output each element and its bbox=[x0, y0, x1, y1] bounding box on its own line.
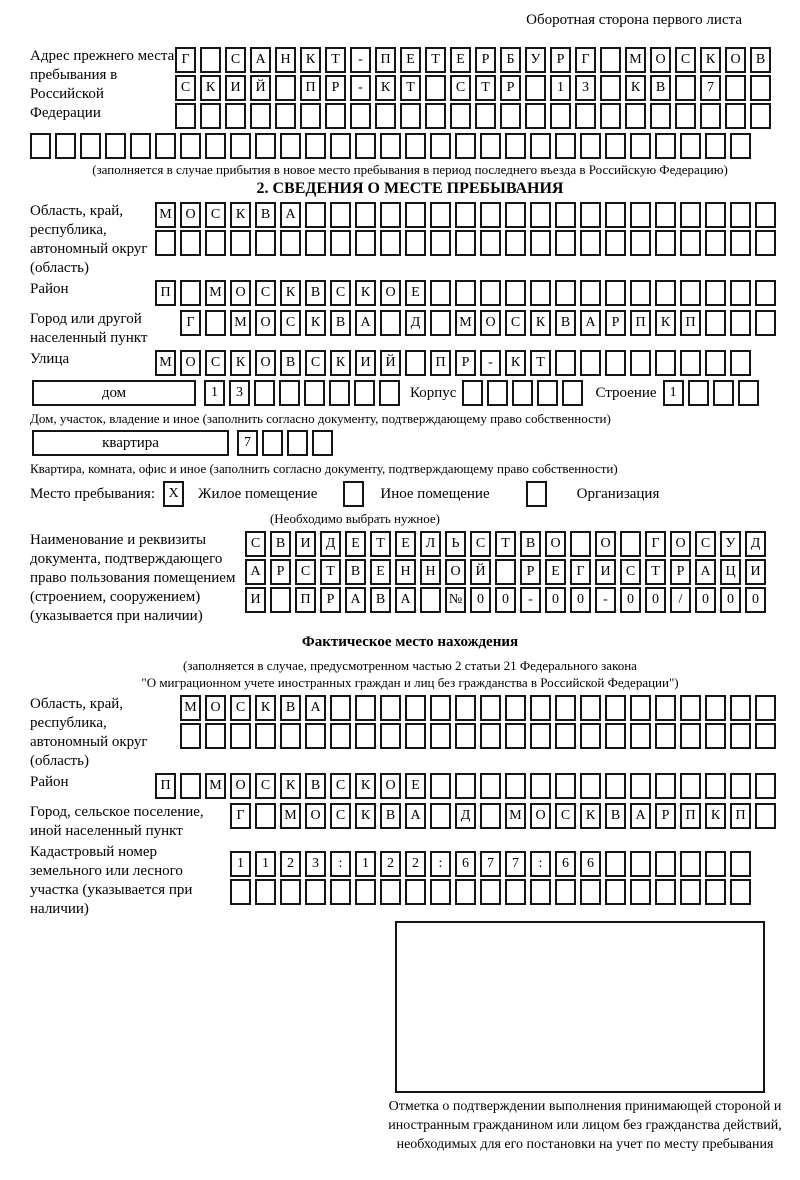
fact-gorod-row[interactable]: Г М О С К В А Д М О С К В А Р П К П bbox=[230, 803, 790, 831]
field-oblast bbox=[30, 202, 790, 278]
kvartira-cells[interactable]: 7 bbox=[237, 430, 337, 447]
doc-row-3[interactable]: И П Р А В А № 0 0 - 0 0 - 0 0 / 0 0 0 bbox=[245, 587, 790, 615]
field-kadastr bbox=[30, 843, 790, 919]
checkbox-inoe[interactable] bbox=[343, 481, 368, 498]
fact-oblast-row-1[interactable]: М О С К В А bbox=[180, 695, 790, 723]
field-fact-raion bbox=[30, 773, 790, 801]
ulitsa-label: Улица bbox=[30, 351, 70, 367]
field-doc bbox=[30, 531, 790, 626]
fact-oblast-row-2[interactable] bbox=[180, 723, 790, 751]
doc-label: Наименование и реквизиты документа, подтверждающего право пользования помещением (строением, сооружением) (указывается при наличии) bbox=[30, 532, 236, 624]
ulitsa-row[interactable]: М О С К О В С К И Й П Р - К Т bbox=[155, 350, 790, 378]
korpus-label: Корпус bbox=[410, 385, 457, 401]
fact-raion-row[interactable]: П М О С К В С К О Е bbox=[155, 773, 790, 801]
raion-label: Район bbox=[30, 281, 69, 297]
mesto-label: Место пребывания: bbox=[30, 486, 155, 502]
mesto-option-inoe-label: Иное помещение bbox=[380, 486, 490, 502]
prev-address-caption: (заполняется в случае прибытия в новое место пребывания в период последнего въезда в Российскую Федерацию) bbox=[92, 162, 728, 177]
kvartira-type-box[interactable]: квартира bbox=[32, 430, 229, 456]
page-note: Оборотная сторона первого листа bbox=[526, 12, 742, 28]
section2-title: 2. СВЕДЕНИЯ О МЕСТЕ ПРЕБЫВАНИЯ bbox=[256, 180, 564, 197]
kadastr-row-1[interactable]: 1 1 2 3 : 1 2 2 : 6 7 7 : 6 6 bbox=[230, 851, 790, 879]
field-fact-oblast bbox=[30, 695, 790, 771]
kadastr-label: Кадастровый номер земельного или лесного участка (указывается при наличии) bbox=[30, 844, 193, 917]
fact-caption-2: "О миграционном учете иностранных граждан и лиц без гражданства в Российской Федерации") bbox=[141, 675, 679, 690]
prev-address-row-1[interactable]: Г С А Н К Т - П Е Т Е Р Б У Р Г М О С К О В bbox=[175, 47, 790, 75]
fact-oblast-label: Область, край, республика, автономный округ (область) bbox=[30, 696, 148, 769]
prev-address-label: Адрес прежнего места пребывания в Российской Федерации bbox=[30, 48, 175, 121]
dom-type-box[interactable]: дом bbox=[32, 380, 196, 406]
mesto-note: (Необходимо выбрать нужное) bbox=[269, 511, 441, 526]
korpus-cells[interactable] bbox=[462, 380, 587, 397]
gorod-row[interactable]: Г М О С К В А Д М О С К В А Р П К П bbox=[180, 310, 790, 338]
stroenie-label: Строение bbox=[595, 385, 657, 401]
gorod-label: Город или другой населенный пункт bbox=[30, 311, 148, 346]
dom-caption: Дом, участок, владение и иное (заполнить согласно документу, подтверждающему право собственности) bbox=[30, 411, 611, 426]
kadastr-row-2[interactable] bbox=[230, 879, 790, 907]
stamp-area bbox=[395, 921, 765, 1093]
oblast-row-2[interactable] bbox=[155, 230, 790, 258]
fact-title: Фактическое место нахождения bbox=[301, 634, 519, 650]
doc-row-1[interactable]: С В И Д Е Т Е Л Ь С Т В О О Г О С У Д bbox=[245, 531, 790, 559]
stroenie-cells[interactable]: 1 bbox=[663, 380, 763, 397]
field-prev-address bbox=[30, 47, 790, 131]
fact-caption-1: (заполняется в случае, предусмотренном частью 2 статьи 21 Федерального закона bbox=[183, 658, 637, 673]
oblast-label: Область, край, республика, автономный округ (область) bbox=[30, 203, 148, 276]
checkbox-organizatsiya[interactable] bbox=[526, 481, 551, 498]
prev-address-row-2[interactable]: С К И Й П Р - К Т С Т Р 1 3 К В 7 bbox=[175, 75, 790, 103]
prev-address-row-3[interactable] bbox=[175, 103, 790, 131]
dom-number-cells[interactable]: 1 3 bbox=[204, 380, 404, 397]
oblast-row-1[interactable]: М О С К В А bbox=[155, 202, 790, 230]
raion-row[interactable]: П М О С К В С К О Е bbox=[155, 280, 790, 308]
field-gorod bbox=[30, 310, 790, 348]
fact-gorod-label: Город, сельское поселение, иной населенный пункт bbox=[30, 804, 204, 839]
kvartira-row bbox=[30, 430, 790, 458]
stamp-caption: Отметка о подтверждении выполнения принимающей стороной и иностранным гражданином или лицом без гражданства действий, необходимых для его постановки на учет по месту пребывания bbox=[388, 1099, 782, 1152]
fact-raion-label: Район bbox=[30, 774, 69, 790]
mesto-option-zhiloe-label: Жилое помещение bbox=[198, 486, 318, 502]
field-ulitsa bbox=[30, 350, 790, 378]
mesto-row bbox=[30, 481, 790, 509]
field-raion bbox=[30, 280, 790, 308]
doc-row-2[interactable]: А Р С Т В Е Н Н О Й Р Е Г И С Т Р А Ц И bbox=[245, 559, 790, 587]
prev-address-row-4[interactable] bbox=[30, 133, 790, 161]
mesto-option-org-label: Организация bbox=[576, 486, 660, 502]
checkbox-zhiloe[interactable]: X bbox=[163, 481, 188, 498]
kvartira-caption: Квартира, комната, офис и иное (заполнить согласно документу, подтверждающему право собственности) bbox=[30, 461, 618, 476]
dom-row bbox=[30, 380, 790, 408]
field-fact-gorod bbox=[30, 803, 790, 841]
